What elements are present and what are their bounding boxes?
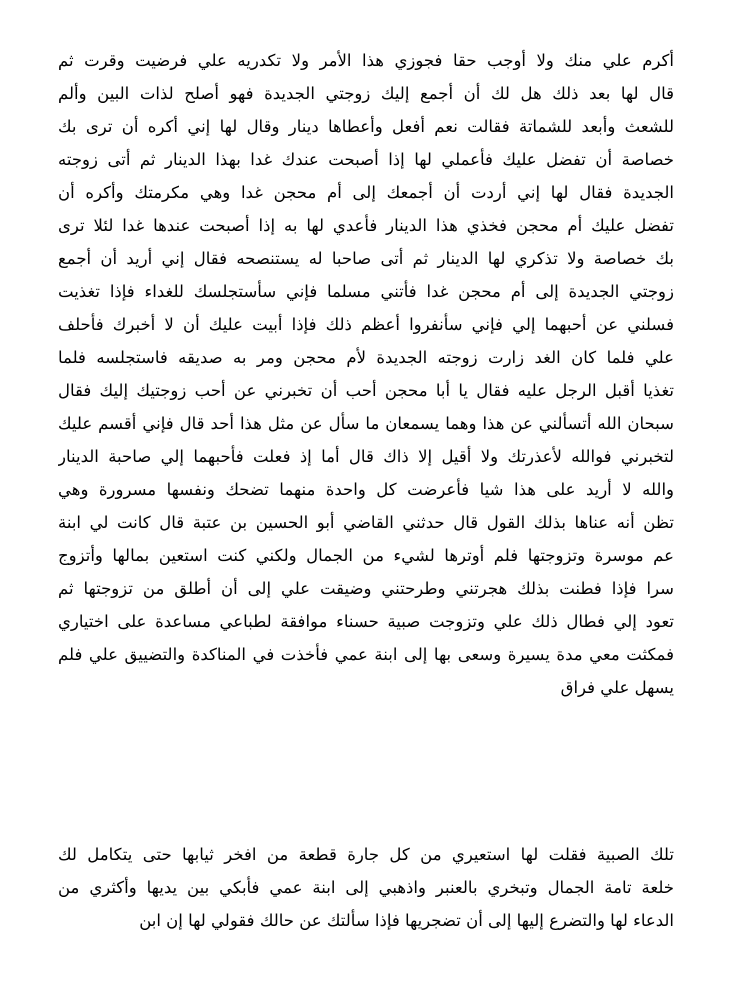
text-line: تعود إلي فطال ذلك علي وتزوجت صبية حسناء موافقة لطباعي مساعدة على اختياري xyxy=(58,612,674,631)
text-line: يسهل علي فراق xyxy=(560,678,674,697)
text-line: الجديدة فقال لها إني أردت أن أجمعك إلى أم محجن غدا وهي مكرمتك وأكره أن xyxy=(58,183,674,202)
text-line: فمكثت معي مدة يسيرة وسعى بها إلى ابنة عمي فأخذت في المناكدة والتضييق علي فلم xyxy=(58,645,674,664)
text-line: قال لها بعد ذلك هل لك أن أجمع إليك زوجتي الجديدة فهو أصلح لذات البين وألم xyxy=(58,84,674,103)
text-line: خلعة تامة الجمال وتبخري بالعنبر واذهبي إلى ابنة عمي فأبكي بين يديها وأكثري من xyxy=(58,878,674,897)
text-line: تغذيا أقبل الرجل عليه فقال يا أبا محجن أحب أن تخبرني عن أحب زوجتيك إليك فقال xyxy=(58,381,674,400)
text-line: تلك الصبية فقلت لها استعيري من كل جارة قطعة من افخر ثيابها حتى يتكامل لك xyxy=(58,845,674,864)
paragraph-2 xyxy=(58,838,674,937)
document-page xyxy=(58,0,674,1000)
text-line: علي فلما كان الغد زارت زوجته الجديدة لأم محجن ومر به صديقه فاستجلسه فلما xyxy=(58,348,674,367)
text-line: والله لا أريد على هذا شيا فأعرضت كل واحدة منهما تضحك ونفسها مسرورة وهي xyxy=(58,480,674,499)
text-line: خصاصة أن تفضل عليك فأعملي لها إذا أصبحت عندك غدا بهذا الدينار ثم أتى زوجته xyxy=(58,150,674,169)
text-line: أكرم علي منك ولا أوجب حقا فجوزي هذا الأمر ولا تكدريه علي فرضيت وقرت ثم xyxy=(58,51,674,70)
text-line: تفضل عليك أم محجن فخذي هذا الدينار فأعدي لها به إذا أصبحت عندها غدا لئلا ترى xyxy=(58,216,674,235)
text-line: تظن أنه عناها بذلك القول قال حدثني القاضي أبو الحسين بن عتبة قال كانت لي ابنة xyxy=(58,513,674,532)
text-line: الدعاء لها والتضرع إليها إلى أن تضجريها فإذا سألتك عن حالك فقولي لها إن ابن xyxy=(139,911,674,930)
text-line: سرا فإذا فطنت بذلك هجرتني وطرحتني وضيقت علي إلى أن أطلق من تزوجتها ثم xyxy=(58,579,674,598)
text-line: لتخبرني فوالله لأعذرتك ولا أقيل إلا ذاك قال أما إذ فعلت فأحبهما إلي صاحبة الدينار xyxy=(58,447,674,466)
text-line: للشعث وأبعد للشماتة فقالت نعم أفعل وأعطاها دينار وقال لها إني أكره أن ترى بك xyxy=(58,117,674,136)
text-line: فسلني عن أحبهما إلي فإني سأنفروا أعظم ذلك فإذا أبيت عليك أن لا أخبرك فأحلف xyxy=(58,315,674,334)
text-line: عم موسرة وتزوجتها فلم أوترها لشيء من الجمال ولكني كنت استعين بمالها وأتزوج xyxy=(58,546,674,565)
text-line: زوجتي الجديدة إلى أم محجن غدا فأتني مسلما فإني سأستجلسك للغداء فإذا تغذيت xyxy=(58,282,674,301)
paragraph-1 xyxy=(58,44,674,704)
text-line: بك خصاصة ولا تذكري لها الدينار ثم أتى صاحبا له يستنصحه فقال إني أريد أن أجمع xyxy=(58,249,674,268)
text-line: سبحان الله أتسألني عن هذا وهما يسمعان ما سأل عن مثل هذا أحد قال فإني أقسم عليك xyxy=(58,414,674,433)
